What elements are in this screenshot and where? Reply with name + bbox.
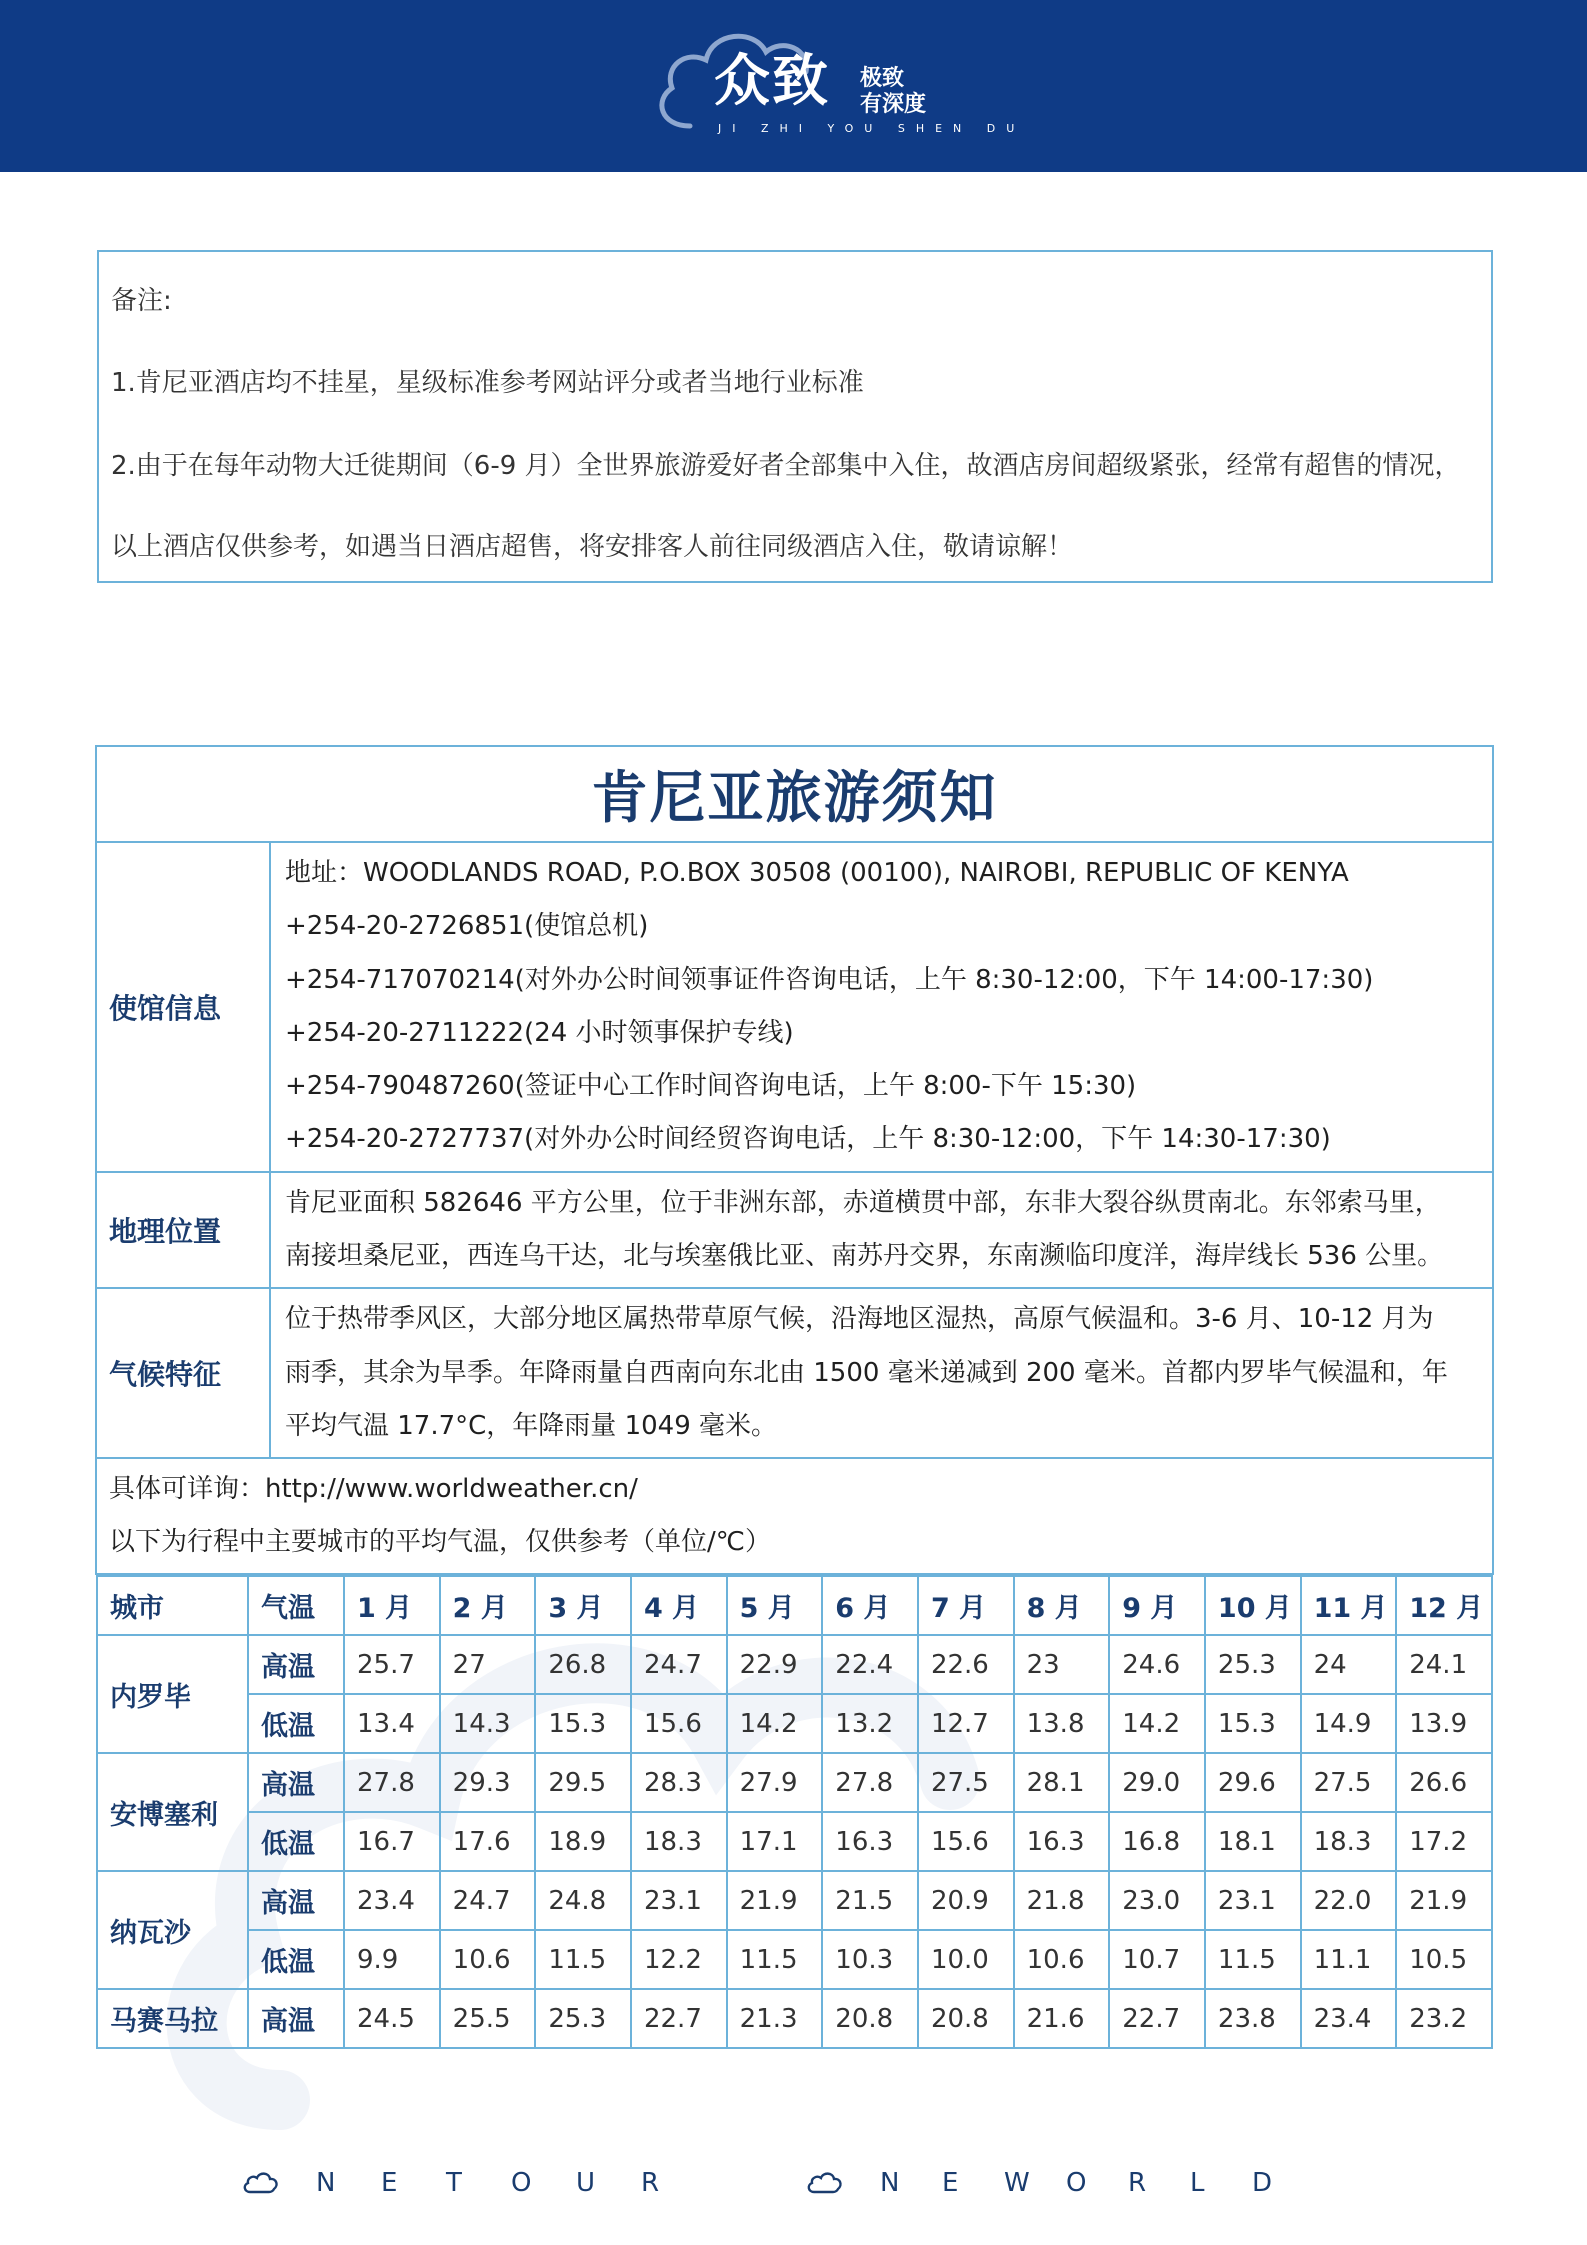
brand-slogan-2: 有深度 [860, 92, 927, 117]
temperature-table-body [97, 1576, 1492, 2048]
high-temp-value: 29.3 [440, 1753, 536, 1812]
footer-letter-oneworld: N [880, 2168, 900, 2198]
low-temp-value: 16.3 [1014, 1812, 1110, 1871]
notes-box [97, 250, 1493, 583]
low-temp-value: 16.3 [822, 1812, 918, 1871]
high-temp-value: 23.2 [1396, 1989, 1492, 2048]
high-temp-value: 25.7 [344, 1635, 440, 1694]
brand-pinyin: JI ZHI YOU SHEN DU [718, 122, 1026, 135]
footer-letter-onetour: N [316, 2168, 336, 2198]
header-month: 3 月 [535, 1576, 631, 1635]
footer-letter-onetour: O [511, 2168, 532, 2198]
geography-line-1: 肯尼亚面积 582646 平方公里，位于非洲东部，赤道横贯中部，东非大裂谷纵贯南北。东邻索马里， [285, 1187, 1441, 1218]
high-temp-value: 23.1 [631, 1871, 727, 1930]
header-month: 10 月 [1205, 1576, 1301, 1635]
temperature-header-row [97, 1576, 1492, 1635]
header-month: 1 月 [344, 1576, 440, 1635]
embassy-phone-hotline: +254-20-2711222(24 小时领事保护专线) [285, 1017, 794, 1048]
notes-title: 备注: [111, 286, 172, 316]
low-temp-value: 14.3 [440, 1694, 536, 1753]
footer-letter-oneworld: D [1252, 2168, 1273, 2198]
high-temp-value: 29.5 [535, 1753, 631, 1812]
embassy-address: 地址：WOODLANDS ROAD, P.O.BOX 30508 (00100), NAIROBI, REPUBLIC OF KENYA [285, 858, 1349, 888]
footer-onetour [242, 2168, 706, 2198]
footer-letter-oneworld: E [942, 2168, 959, 2198]
low-temp-value: 10.0 [918, 1930, 1014, 1989]
city-name: 马赛马拉 [97, 1989, 248, 2048]
embassy-info [270, 842, 1493, 1172]
note-item-1: 1.肯尼亚酒店均不挂星，星级标准参考网站评分或者当地行业标准 [111, 368, 864, 398]
table-row [97, 1635, 1492, 1694]
header-month: 4 月 [631, 1576, 727, 1635]
footer-letter-onetour: E [381, 2168, 398, 2198]
footer-letter-oneworld: W [1004, 2168, 1030, 2198]
low-temp-value: 17.1 [727, 1812, 823, 1871]
high-temp-value: 24 [1301, 1635, 1397, 1694]
brand-slogan-1: 极致 [860, 66, 905, 91]
high-temp-value: 21.5 [822, 1871, 918, 1930]
low-temp-value: 10.6 [440, 1930, 536, 1989]
cloud-icon [242, 2170, 280, 2196]
high-temp-value: 22.7 [1109, 1989, 1205, 2048]
low-temp-value: 17.2 [1396, 1812, 1492, 1871]
low-temp-label: 低温 [248, 1930, 344, 1989]
footer-letter-oneworld: O [1066, 2168, 1087, 2198]
climate-line-2: 雨季，其余为旱季。年降雨量自西南向东北由 1500 毫米递减到 200 毫米。首都内罗毕气候温和，年 [285, 1357, 1448, 1388]
low-temp-value: 12.7 [918, 1694, 1014, 1753]
high-temp-value: 25.3 [535, 1989, 631, 2048]
footer-letter-oneworld: L [1190, 2168, 1205, 2198]
climate-info [270, 1288, 1493, 1458]
note-item-2-line-2: 以上酒店仅供参考，如遇当日酒店超售，将安排客人前往同级酒店入住，敬请谅解！ [111, 532, 1074, 562]
low-temp-value: 14.9 [1301, 1694, 1397, 1753]
embassy-phone-main: +254-20-2726851(使馆总机) [285, 911, 649, 942]
low-temp-value: 12.2 [631, 1930, 727, 1989]
low-temp-value: 11.5 [535, 1930, 631, 1989]
embassy-label: 使馆信息 [96, 842, 270, 1172]
high-temp-label: 高温 [248, 1989, 344, 2048]
high-temp-value: 21.8 [1014, 1871, 1110, 1930]
embassy-phone-trade: +254-20-2727737(对外办公时间经贸咨询电话，上午 8:30-12:00，下午 14:30-17:30) [285, 1124, 1331, 1155]
low-temp-label: 低温 [248, 1694, 344, 1753]
footer-oneworld [806, 2168, 1314, 2198]
header-month: 9 月 [1109, 1576, 1205, 1635]
high-temp-value: 29.6 [1205, 1753, 1301, 1812]
header-banner [0, 0, 1587, 172]
low-temp-value: 10.5 [1396, 1930, 1492, 1989]
footer-letter-onetour: U [576, 2168, 596, 2198]
high-temp-value: 22.6 [918, 1635, 1014, 1694]
high-temp-value: 23.8 [1205, 1989, 1301, 2048]
high-temp-value: 21.6 [1014, 1989, 1110, 2048]
header-city: 城市 [97, 1576, 248, 1635]
high-temp-value: 21.9 [1396, 1871, 1492, 1930]
low-temp-value: 15.6 [918, 1812, 1014, 1871]
climate-label: 气候特征 [96, 1288, 270, 1458]
high-temp-value: 24.5 [344, 1989, 440, 2048]
embassy-phone-visa: +254-790487260(签证中心工作时间咨询电话，上午 8:00-下午 15:30) [285, 1071, 1137, 1102]
high-temp-value: 20.8 [918, 1989, 1014, 2048]
weather-table-caption: 以下为行程中主要城市的平均气温，仅供参考（单位/℃） [109, 1527, 771, 1558]
footer-letter-onetour: R [641, 2168, 660, 2198]
weather-more-info-link[interactable]: 具体可详询：http://www.worldweather.cn/ [109, 1474, 638, 1505]
high-temp-value: 24.1 [1396, 1635, 1492, 1694]
header-month: 8 月 [1014, 1576, 1110, 1635]
city-name: 安博塞利 [97, 1753, 248, 1871]
table-row [97, 1930, 1492, 1989]
low-temp-value: 14.2 [1109, 1694, 1205, 1753]
low-temp-value: 9.9 [344, 1930, 440, 1989]
table-row [97, 1812, 1492, 1871]
cloud-icon [806, 2170, 844, 2196]
low-temp-value: 17.6 [440, 1812, 536, 1871]
high-temp-label: 高温 [248, 1753, 344, 1812]
low-temp-value: 10.3 [822, 1930, 918, 1989]
high-temp-value: 23.1 [1205, 1871, 1301, 1930]
low-temp-value: 14.2 [727, 1694, 823, 1753]
table-row [97, 1753, 1492, 1812]
geography-info [270, 1172, 1493, 1289]
low-temp-value: 16.8 [1109, 1812, 1205, 1871]
low-temp-value: 15.3 [535, 1694, 631, 1753]
low-temp-value: 13.9 [1396, 1694, 1492, 1753]
high-temp-value: 25.5 [440, 1989, 536, 2048]
high-temp-value: 27.8 [344, 1753, 440, 1812]
low-temp-value: 18.1 [1205, 1812, 1301, 1871]
high-temp-value: 23.4 [1301, 1989, 1397, 2048]
note-item-2-line-1: 2.由于在每年动物大迁徙期间（6-9 月）全世界旅游爱好者全部集中入住，故酒店房间超级紧张，经常有超售的情况， [111, 451, 1461, 481]
high-temp-label: 高温 [248, 1871, 344, 1930]
high-temp-value: 22.9 [727, 1635, 823, 1694]
header-month: 5 月 [727, 1576, 823, 1635]
table-row [97, 1989, 1492, 2048]
geography-label: 地理位置 [96, 1172, 270, 1289]
geography-line-2: 南接坦桑尼亚，西连乌干达，北与埃塞俄比亚、南苏丹交界，东南濒临印度洋，海岸线长 536 公里。 [285, 1241, 1444, 1272]
low-temp-value: 11.5 [727, 1930, 823, 1989]
high-temp-value: 23.0 [1109, 1871, 1205, 1930]
header-kind: 气温 [248, 1576, 344, 1635]
low-temp-value: 18.3 [1301, 1812, 1397, 1871]
header-month: 7 月 [918, 1576, 1014, 1635]
kenya-travel-guide [95, 745, 1494, 2049]
high-temp-value: 27 [440, 1635, 536, 1694]
low-temp-value: 13.4 [344, 1694, 440, 1753]
footer-letter-onetour: T [446, 2168, 462, 2198]
high-temp-value: 27.5 [1301, 1753, 1397, 1812]
low-temp-value: 10.7 [1109, 1930, 1205, 1989]
high-temp-value: 26.8 [535, 1635, 631, 1694]
header-month: 2 月 [440, 1576, 536, 1635]
temperature-table [96, 1575, 1493, 2049]
high-temp-value: 27.5 [918, 1753, 1014, 1812]
high-temp-value: 22.0 [1301, 1871, 1397, 1930]
header-month: 12 月 [1396, 1576, 1492, 1635]
low-temp-value: 16.7 [344, 1812, 440, 1871]
high-temp-value: 25.3 [1205, 1635, 1301, 1694]
high-temp-value: 27.9 [727, 1753, 823, 1812]
high-temp-value: 24.7 [631, 1635, 727, 1694]
high-temp-value: 22.7 [631, 1989, 727, 2048]
high-temp-value: 28.3 [631, 1753, 727, 1812]
high-temp-value: 23 [1014, 1635, 1110, 1694]
low-temp-value: 13.2 [822, 1694, 918, 1753]
low-temp-value: 15.3 [1205, 1694, 1301, 1753]
low-temp-value: 18.9 [535, 1812, 631, 1871]
high-temp-value: 20.9 [918, 1871, 1014, 1930]
climate-line-1: 位于热带季风区，大部分地区属热带草原气候，沿海地区湿热，高原气候温和。3-6 月、10-12 月为 [285, 1304, 1434, 1335]
city-name: 内罗毕 [97, 1635, 248, 1753]
brand-logo[interactable] [650, 22, 1026, 152]
high-temp-label: 高温 [248, 1635, 344, 1694]
high-temp-value: 28.1 [1014, 1753, 1110, 1812]
high-temp-value: 24.8 [535, 1871, 631, 1930]
high-temp-value: 21.9 [727, 1871, 823, 1930]
low-temp-value: 15.6 [631, 1694, 727, 1753]
climate-line-3: 平均气温 17.7°C，年降雨量 1049 毫米。 [285, 1410, 778, 1441]
footer-letter-oneworld: R [1128, 2168, 1147, 2198]
low-temp-value: 10.6 [1014, 1930, 1110, 1989]
low-temp-value: 11.5 [1205, 1930, 1301, 1989]
high-temp-value: 20.8 [822, 1989, 918, 2048]
footer-slogan [0, 2168, 1587, 2218]
high-temp-value: 24.6 [1109, 1635, 1205, 1694]
low-temp-value: 13.8 [1014, 1694, 1110, 1753]
high-temp-value: 21.3 [727, 1989, 823, 2048]
low-temp-label: 低温 [248, 1812, 344, 1871]
low-temp-value: 11.1 [1301, 1930, 1397, 1989]
brand-slogan [860, 66, 926, 118]
embassy-phone-consular: +254-717070214(对外办公时间领事证件咨询电话，上午 8:30-12:00，下午 14:00-17:30) [285, 964, 1374, 995]
guide-title: 肯尼亚旅游须知 [96, 746, 1493, 842]
header-month: 11 月 [1301, 1576, 1397, 1635]
high-temp-value: 29.0 [1109, 1753, 1205, 1812]
high-temp-value: 26.6 [1396, 1753, 1492, 1812]
table-row [97, 1694, 1492, 1753]
weather-intro [96, 1458, 1493, 1574]
low-temp-value: 18.3 [631, 1812, 727, 1871]
high-temp-value: 23.4 [344, 1871, 440, 1930]
high-temp-value: 27.8 [822, 1753, 918, 1812]
brand-main: 众致 [714, 49, 830, 114]
city-name: 纳瓦沙 [97, 1871, 248, 1989]
high-temp-value: 22.4 [822, 1635, 918, 1694]
header-month: 6 月 [822, 1576, 918, 1635]
table-row [97, 1871, 1492, 1930]
high-temp-value: 24.7 [440, 1871, 536, 1930]
temperature-table-wrapper [96, 1574, 1493, 2049]
